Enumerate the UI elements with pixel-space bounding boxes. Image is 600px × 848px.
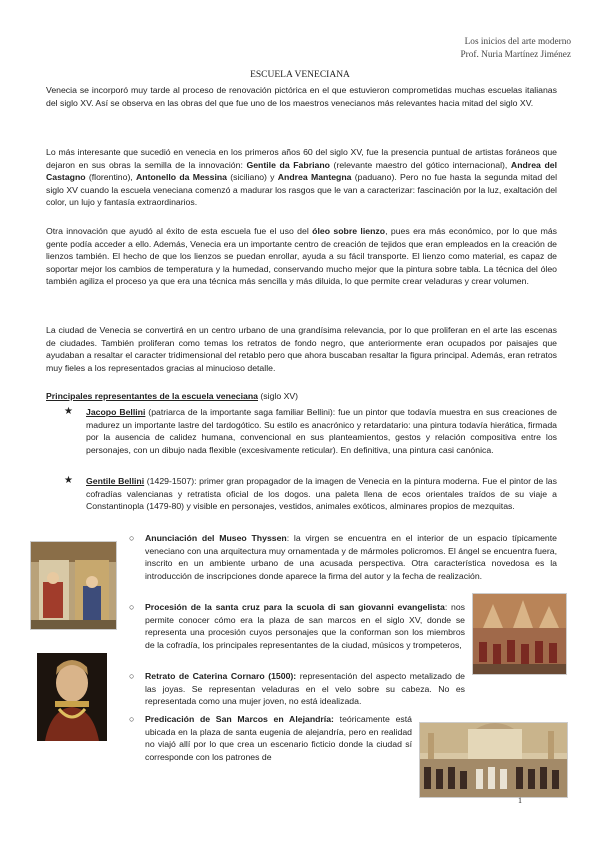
sub-item-text: representación del aspecto metalizado de las joyas. Se representan veladuras en el velo sobre su cabeza. No es representada como una mujer joven, no está idealizada. xyxy=(145,671,465,707)
bullet-jacopo xyxy=(64,406,557,456)
circle-bullet-icon: ○ xyxy=(129,533,135,543)
circle-bullet-icon: ○ xyxy=(129,671,135,681)
section-suffix: (siglo XV) xyxy=(258,391,299,401)
procession-painting-image xyxy=(472,593,567,675)
p2-text-a: Lo más interesante que sucedió en venecia en los primeros años 60 del siglo XV, fue la presencia puntual de artistas foráneos que dejaron en sus obras la semilla de la innovación: xyxy=(46,147,557,170)
paragraph-1: Venecia se incorporó muy tarde al proceso de renovación pictórica en el que estuvieron comprometidas muchas escuelas italianas del siglo XV. Así se observa en las obras del que fue uno de los maestros venecianos más relevantes hacia mitad del siglo XV. xyxy=(46,85,557,108)
page-title: ESCUELA VENECIANA xyxy=(250,70,350,80)
document-header xyxy=(461,36,572,62)
p3-text-b: , pues era más económico, por lo que más gente podía acceder a ello. Además, Venecia era un importante centro de creación de tejidos que eran empleados en la creación de lienzos también. El hecho de que los lienzos se puedan enrollar, ayuda a su fácil transporte. El lienzo como material, es capaz de soportar mejor los cambios de temperatura y la humedad, conservando mucho mejor que la pintura sobre tabla. La técnica del óleo también agiliza el proceso ya que era una técnica más sencilla y más diluida, lo que permite crear veladuras y crear volumen. xyxy=(46,226,557,287)
p3-oleo: óleo sobre lienzo xyxy=(312,226,386,236)
bullet-gentile xyxy=(64,475,557,513)
sub-item-title: Predicación de San Marcos en Alejandría: xyxy=(145,714,334,724)
section-heading xyxy=(46,391,298,401)
star-bullet-icon: ★ xyxy=(64,475,73,486)
circle-bullet-icon: ○ xyxy=(129,602,135,612)
paragraph-4: La ciudad de Venecia se convertirá en un centro urbano de una grandísima relevancia, por lo que proliferan en el arte las escenas de ciudades. También proliferan como temas los retratos de fondo negro, que anteriormente eran ocupados por paisajes que ayudaban a resaltar el caracter tridimensional del retablo pero que ahora buscaban resaltar la figura principal. Además, eran retratos muy fieles a los representados gracias al minucioso detalle. xyxy=(46,325,557,373)
circle-bullet-icon: ○ xyxy=(129,714,135,724)
sub-item-procession xyxy=(129,601,465,651)
p2-name-mantegna: Andrea Mantegna xyxy=(277,172,352,183)
p2-name-messina: Antonello da Messina xyxy=(136,172,227,183)
paragraph-2 xyxy=(46,146,557,209)
page-number: 1 xyxy=(518,796,522,805)
p2-text-c: (florentino), xyxy=(85,172,137,183)
p2-text-e: (paduano). Pero no fue hasta la segunda mitad del siglo XV cuando la escuela veneciana comenzó a madurar los rasgos que le van a caracterizar: fascinación por la luz, exaltación del color, un lujo y fantasía extraordinarios. xyxy=(46,172,558,208)
caterina-portrait-image xyxy=(37,653,107,741)
predication-painting-image xyxy=(419,722,568,798)
bullet-text: (patriarca de la importante saga familiar Bellini): fue un pintor que todavía muestra en sus creaciones de madurez un importante lastre del tardogótico. Su estilo es anacrónico y retardatario: una pintura todavía hierática, firmada por la ausencia de calidez humana, convencional en sus planteamientos, gestos y relación compositiva entre los personajes, con un dibujo nada flexible (excesivamente reticular). En definitiva, una pintura casi canónica. xyxy=(86,407,557,455)
star-bullet-icon: ★ xyxy=(64,406,73,417)
sub-item-title: Procesión de la santa cruz para la scuola di san giovanni evangelista xyxy=(145,602,445,612)
annunciation-painting-image xyxy=(30,541,117,630)
p2-text-b: (relevante maestro del gótico internacional), xyxy=(329,159,511,170)
header-course: Los inicios del arte moderno xyxy=(464,37,571,47)
p3-text-a: Otra innovación que ayudó al éxito de esta escuela fue el uso del xyxy=(46,226,313,236)
bullet-name: Gentile Bellini xyxy=(86,476,145,486)
sub-item-text: : la virgen se encuentra en el interior de un espacio típicamente veneciano con una arquitectura muy ornamentada y de mármoles policromos. El ángel se encuentra fuera, inscrito en un ambiente urbano de una acusada perspectiva. Otra característica novedosa es la introducción de inscripciones donde aparece la firma del autor y la fecha de realización. xyxy=(145,533,557,581)
sub-item-caterina xyxy=(129,670,465,708)
sub-item-annunciation xyxy=(129,532,557,582)
bullet-text: (1429-1507): primer gran propagador de la imagen de Venecia en la pintura moderna. Fue el pintor de las cofradías valencianas y retratista oficial de los dogos. una paleta llena de ecos orientales traídos de su viaje a Constantinopla (1479-80) y visible en personajes, vestidos, animales exóticos, alminares propios de mezquitas. xyxy=(86,476,557,512)
sub-item-title: Anunciación del Museo Thyssen xyxy=(145,533,287,543)
p2-name-fabriano: Gentile da Fabriano xyxy=(246,159,330,170)
sub-item-text: teóricamente está ubicada en la plaza de santa eugenia de alejandría, pero en realidad no viajó allí por lo que crea un escenario ficticio donde la ciudad sí corresponde con los patrones de xyxy=(145,714,412,762)
sub-item-text: : nos permite conocer cómo era la plaza de san marcos en el siglo XV, donde se representa una procesión cuyos personajes que la conforman son los miembros de la cofradía, los principales representantes de la ciudad, músicos y trompeteros, xyxy=(145,602,465,650)
bullet-name: Jacopo Bellini xyxy=(86,407,146,417)
sub-item-title: Retrato de Caterina Cornaro (1500): xyxy=(145,671,297,681)
p2-text-d: (siciliano) y xyxy=(227,172,278,183)
p2-name-castagno: Andrea del Castagno xyxy=(46,159,558,183)
header-author: Prof. Nuria Martínez Jiménez xyxy=(460,50,571,60)
section-title: Principales representantes de la escuela veneciana xyxy=(46,391,258,401)
sub-item-predication xyxy=(129,713,412,763)
paragraph-3 xyxy=(46,225,557,288)
